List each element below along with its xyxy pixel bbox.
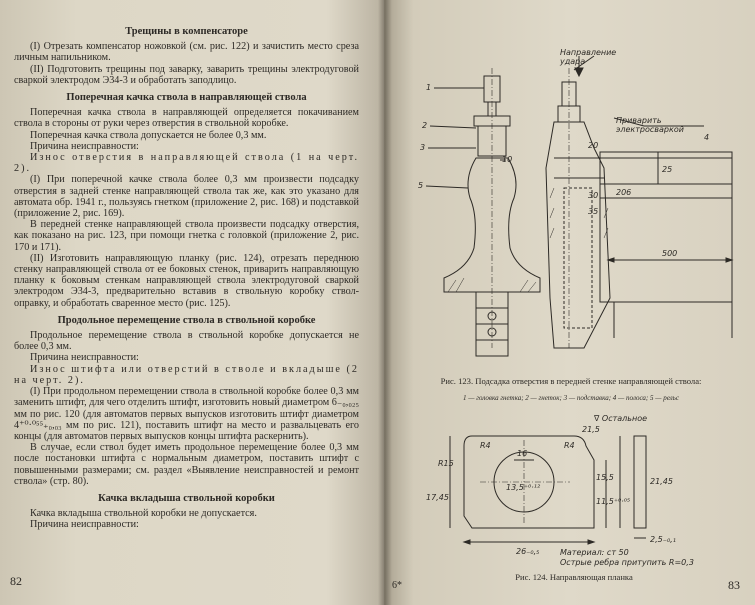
fig124-caption: Рис. 124. Направляющая планка — [515, 572, 633, 582]
fig124-edges: Острые ребра притупить R=0,3 — [560, 558, 694, 567]
fig124-d13: 13,5⁺⁰·¹² — [506, 483, 541, 492]
paragraph: Качка вкладыша ствольной коробки не допускается. — [30, 508, 257, 520]
fig124-d155: 15,5 — [596, 473, 614, 482]
paragraph: (II) Изготовить направляющую планку (рис. 124), отрезать переднюю стенку направляющей ствола от ее боковых стенок, приварить направляющую планку к боковым стенкам направляющей ствола электродуговой сваркой электродом Э34-3, предварительно вставив в ствольную коробку ствол-оправку, и обработать сваренное место (рис. 125). — [14, 252, 359, 309]
paragraph: (II) Подготовить трещины под заварку, заварить трещины электродуговой сваркой электродом Э34-3 и обработать заподлицо. — [14, 63, 359, 86]
section-heading: Трещины в компенсаторе — [125, 26, 248, 37]
fig124-d215: 21,5 — [582, 425, 600, 434]
section-heading: Продольное перемещение ствола в ствольной коробке — [57, 314, 316, 326]
figure-123-drawing — [404, 48, 744, 373]
fig124-r4a: R4 — [564, 441, 575, 450]
fig123-dim-20: 20 — [588, 141, 599, 150]
fig123-dim-206: 206 — [616, 188, 632, 197]
paragraph: Износ отверстия в направляющей ствола (1 на черт. 2). — [14, 152, 359, 175]
left-page-text — [14, 26, 359, 531]
section-heading: Качка вкладыша ствольной коробки — [98, 492, 275, 504]
fig123-legend: 1 — головка гнетка; 2 — гнеток; 3 — подставка; 4 — полоса; 5 — рельс — [463, 394, 679, 402]
book-fold — [378, 0, 392, 605]
paragraph: (I) Отрезать компенсатор ножовкой (см. рис. 122) и зачистить место среза личным напильником. — [14, 41, 359, 64]
fig124-d17: 17,45 — [426, 493, 449, 502]
fig123-dim-25: 25 — [662, 165, 673, 174]
fig124-d26: 26₋₀,₅ — [516, 547, 540, 556]
fig124-rest-label: ∇ Остальное — [594, 414, 648, 423]
page-number: 82 — [10, 574, 22, 588]
fig124-r4b: R4 — [480, 441, 491, 450]
fig123-weld-label: Приварить электросваркой — [616, 116, 684, 134]
right-page — [384, 0, 755, 605]
fig123-dim-500: 500 — [662, 249, 678, 258]
paragraph: Поперечная качка ствола в направляющей определяется покачиванием ствола в стороны от руки через отверстия в ствольной коробке. — [14, 107, 359, 130]
fig124-d25: 2,5₋₀,₁ — [650, 535, 676, 544]
fig124-d16: 16 — [517, 449, 528, 458]
paragraph: Причина неисправности: — [30, 519, 139, 531]
fig123-direction-label: Направление удара — [560, 48, 617, 66]
fig123-dim-30: 30 — [588, 191, 599, 200]
paragraph: Износ штифта или отверстий в стволе и вкладыше (2 на черт. 2). — [14, 363, 359, 386]
paragraph: Продольное перемещение ствола в ствольной коробке допускается не более 0,3 мм. — [14, 330, 359, 353]
fig123-label-4: 4 — [704, 133, 710, 142]
paragraph: Причина неисправности: — [30, 352, 139, 364]
paragraph: В передней стенке направляющей ствола произвести подсадку отверстия, как показано на рис. 123, при помощи гнетка с головкой (приложение 2, рис. 170 и 171). — [14, 219, 359, 253]
fig123-label-3: 3 — [420, 143, 426, 152]
signature-mark: 6* — [392, 580, 402, 591]
paragraph: В случае, если ствол будет иметь продольное перемещение более 0,3 мм после постановки штифта с нормальным диаметром, поставить штифт с повышенными размерами; см. раздел «Выявление неисправностей и ремонт ствола» (стр. 80). — [14, 442, 359, 487]
fig124-material: Материал: ст 50 — [560, 548, 629, 557]
fig123-label-2: 2 — [422, 121, 428, 130]
paragraph: (I) При продольном перемещении ствола в ствольной коробке более 0,3 мм заменить штифт, для чего отделить штифт, изготовить новый диаметром 6₋₀,₀₂₅ мм по рис. 120 (для автоматов первых выпусков изготовить штифт диаметром 4⁺⁰·⁰⁵⁵₊₀,₀₃ мм по рис. 121), поставить штифт на место и развальцевать его концы (для автоматов первых выпусков концы штифта раскернить). — [14, 386, 359, 442]
fig123-label-1: 1 — [426, 83, 432, 92]
section-heading: Поперечная качка ствола в направляющей ствола — [66, 92, 307, 104]
fig124-r15: R15 — [438, 459, 454, 468]
paragraph: Причина неисправности: — [30, 140, 139, 152]
fig123-caption: Рис. 123. Подсадка отверстия в передней стенке направляющей ствола: — [440, 376, 702, 386]
fig123-dim-35: 35 — [588, 207, 599, 216]
fig124-d2145: 21,45 — [650, 477, 673, 486]
fig123-dim-10: 10 — [502, 155, 513, 164]
fig123-label-5: 5 — [418, 181, 424, 190]
paragraph: (I) При поперечной качке ствола более 0,3 мм произвести подсадку отверстия в задней стенке направляющей ствола так же, как это указано для автомата обр. 1941 г., пользуясь гнетком (приложение 2, рис. 168) и подставкой (приложение 2, рис. 169). — [14, 174, 359, 220]
fig124-d11: 11,5⁺⁰·⁰⁵ — [596, 497, 631, 506]
paragraph: Поперечная качка ствола допускается не более 0,3 мм. — [30, 129, 267, 141]
page-number: 83 — [728, 578, 740, 592]
